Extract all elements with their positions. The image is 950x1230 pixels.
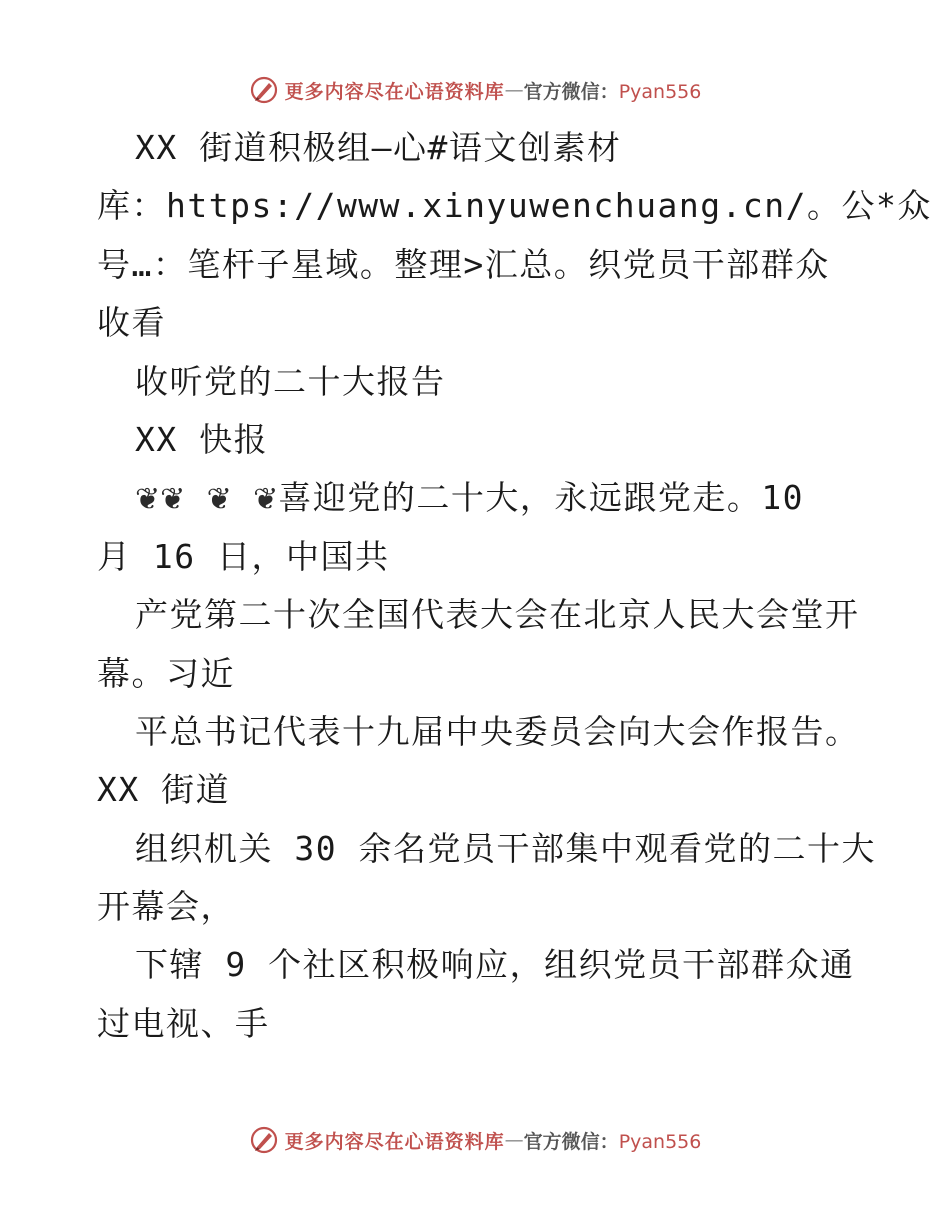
wechat-id: Pyan556 xyxy=(618,80,702,103)
wechat-id: Pyan556 xyxy=(618,1130,702,1153)
ornament-leaf-icon: ❦ xyxy=(135,482,161,518)
banner-separator: — xyxy=(504,1129,524,1151)
banner-separator: — xyxy=(504,79,524,101)
document-line: 号…：笔杆子星域。整理>汇总。织党员干部群众 xyxy=(97,244,830,284)
document-line: 过电视、手 xyxy=(97,1003,270,1043)
wechat-label: 官方微信： xyxy=(523,80,619,103)
header-banner xyxy=(0,70,950,110)
document-line: 组织机关 30 余名党员干部集中观看党的二十大 xyxy=(135,828,876,868)
document-line: 月 16 日，中国共 xyxy=(97,536,390,576)
document-body xyxy=(97,119,932,1053)
pen-logo-icon xyxy=(249,75,279,105)
pen-logo-icon xyxy=(249,1125,279,1155)
ornament-leaf-icon: ❦ xyxy=(206,482,232,518)
document-line: 产党第二十次全国代表大会在北京人民大会堂开 xyxy=(135,595,860,635)
footer-banner xyxy=(0,1120,950,1160)
document-line: 收看 xyxy=(97,303,166,343)
document-line: 下辖 9 个社区积极响应，组织党员干部群众通 xyxy=(135,945,855,985)
banner-wechat xyxy=(524,77,702,104)
document-line: XX 街道 xyxy=(97,770,231,810)
document-line: 开幕会， xyxy=(97,887,235,927)
ornament-leaf-icon: ❦ xyxy=(160,482,186,518)
document-line-ornamented xyxy=(97,469,857,527)
ornament-leaf-icon: ❦ xyxy=(253,482,279,518)
document-line: 幕。习近 xyxy=(97,653,235,693)
document-line: XX 快报 xyxy=(135,419,269,459)
wechat-label: 官方微信： xyxy=(523,1130,619,1153)
document-line: 库：https://www.xinyuwenchuang.cn/。公*众 xyxy=(97,186,932,226)
banner-wechat xyxy=(524,1127,702,1154)
document-line: XX 街道积极组—心#语文创素材 xyxy=(135,128,622,167)
document-line: 收听党的二十大报告 xyxy=(135,361,446,401)
banner-title: 更多内容尽在心语资料库 xyxy=(284,1130,505,1153)
document-line: 平总书记代表十九届中央委员会向大会作报告。 xyxy=(135,711,860,751)
document-line-text: 喜迎党的二十大，永远跟党走。10 xyxy=(278,478,805,518)
banner-title: 更多内容尽在心语资料库 xyxy=(284,80,505,103)
